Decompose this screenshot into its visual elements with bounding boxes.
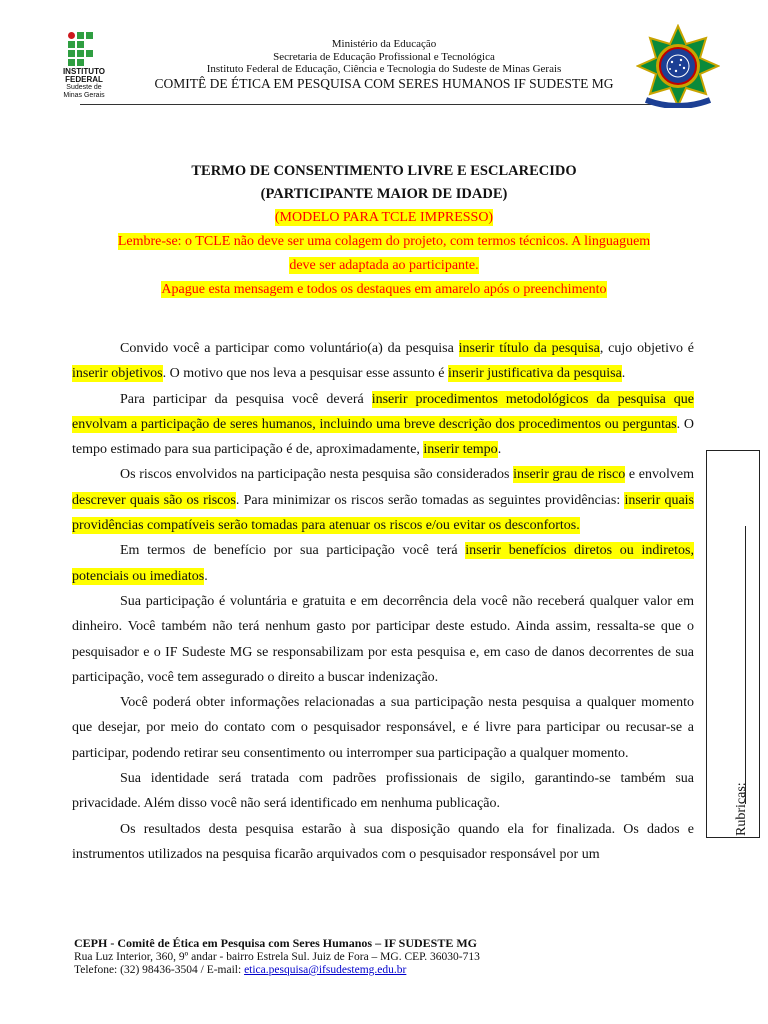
footer-committee: CEPH - Comitê de Ética em Pesquisa com Seres Humanos – IF SUDESTE MG	[74, 936, 477, 950]
paragraph-voluntary: Sua participação é voluntária e gratuita e em decorrência dela você não receberá qualquer valor em dinheiro. Você também não terá nenhum gasto por participar deste estudo. Ainda assim, ressalta-se que o pesquisador e o IF Sudeste MG se responsabilizam por esta pesquisa e, em caso de danos decorrentes de sua participação, você tem assegurado o direito a buscar indenização.	[72, 593, 694, 685]
placeholder-benefits: inserir benefícios diretos ou indiretos, potenciais ou imediatos	[72, 543, 694, 584]
logo-line-4: Minas Gerais	[63, 92, 105, 99]
logo-text	[52, 68, 116, 100]
logo-grid-icon	[68, 32, 94, 68]
text: , cujo objetivo é	[599, 341, 694, 356]
text: Em termos de benefício por sua participação você terá	[120, 543, 466, 559]
paragraph-risks	[72, 462, 694, 538]
header-divider	[80, 104, 694, 105]
paragraph-results: Os resultados desta pesquisa estarão à sua disposição quando ela for finalizada. Os dados e instrumentos utilizados na pesquisa ficarão arquivados com o pesquisador responsável por um	[72, 821, 694, 862]
logo-line-3: Sudeste de	[66, 84, 102, 91]
paragraph-benefits	[72, 538, 694, 589]
logo-line-2: FEDERAL	[65, 75, 103, 84]
placeholder-risk-level: inserir grau de risco	[513, 467, 626, 483]
email-link[interactable]: etica.pesquisa@ifsudestemg.edu.br	[244, 964, 407, 976]
rubricas-label: Rubricas:	[734, 782, 749, 836]
rubricas-box[interactable]	[706, 450, 760, 838]
letterhead	[120, 38, 648, 91]
document-subtitle: (PARTICIPANTE MAIOR DE IDADE)	[260, 186, 508, 202]
ministry-line: Ministério da Educação	[331, 38, 437, 50]
placeholder-research-title: inserir título da pesquisa	[458, 341, 600, 356]
delete-instruction: Apague esta mensagem e todos os destaques em amarelo após o preenchimento	[161, 282, 607, 297]
paragraph-invitation	[72, 336, 694, 387]
placeholder-time: inserir tempo	[423, 442, 498, 458]
placeholder-measures: inserir quais providências compatíveis serão tomadas para atenuar os riscos e/ou evitar os desconfortos.	[72, 492, 695, 534]
text: .	[621, 366, 626, 382]
placeholder-procedures: inserir procedimentos metodológicos da pesquisa que envolvam a participação de seres humanos, incluindo uma breve descrição dos procedimentos ou perguntas	[72, 391, 695, 432]
document-titles	[72, 160, 696, 302]
secretariat-line: Secretaria de Educação Profissional e Tecnológica	[273, 50, 495, 63]
rubricas-signature-line[interactable]	[745, 526, 746, 804]
committee-line: COMITÊ DE ÉTICA EM PESQUISA COM SERES HUMANOS IF SUDESTE MG	[154, 75, 614, 91]
reminder-line-2: deve ser adaptada ao participante.	[289, 258, 479, 273]
text: Para participar da pesquisa você deverá	[120, 391, 372, 407]
model-note: (MODELO PARA TCLE IMPRESSO)	[274, 210, 494, 225]
text: . O tempo estimado para sua participação é de, aproximadamente,	[72, 416, 694, 458]
placeholder-justification: inserir justificativa da pesquisa	[448, 366, 622, 382]
brazil-coat-of-arms-icon	[636, 24, 720, 108]
paragraph-confidentiality: Sua identidade será tratada com padrões profissionais de sigilo, garantindo-se também sua privacidade. Além disso você não será identificado em nenhuma publicação.	[72, 771, 694, 812]
footer	[74, 937, 714, 978]
footer-phone: Telefone: (32) 98436-3504 / E-mail:	[74, 964, 245, 976]
consent-body	[72, 336, 694, 867]
footer-contact	[74, 964, 714, 978]
instituto-federal-logo	[52, 32, 116, 100]
reminder-line-1: Lembre-se: o TCLE não deve ser uma colagem do projeto, com termos técnicos. A linguaguem	[117, 234, 651, 249]
footer-address: Rua Luz Interior, 360, 9º andar - bairro Estrela Sul. Juiz de Fora – MG. CEP. 36030-713	[74, 950, 480, 963]
institute-line: Instituto Federal de Educação, Ciência e Tecnologia do Sudeste de Minas Gerais	[206, 63, 562, 75]
text: e envolvem	[625, 467, 694, 483]
text: . Para minimizar os riscos serão tomadas as seguintes providências:	[235, 492, 625, 508]
text: Os riscos envolvidos na participação nesta pesquisa são considerados	[120, 467, 514, 483]
document-title: TERMO DE CONSENTIMENTO LIVRE E ESCLARECIDO	[191, 163, 577, 179]
logo-line-1: INSTITUTO	[62, 67, 106, 76]
text: . O motivo que nos leva a pesquisar esse assunto é	[162, 366, 448, 382]
text: .	[204, 568, 208, 584]
placeholder-objectives: inserir objetivos	[72, 366, 163, 382]
text: Convido você a participar como voluntário(a) da pesquisa	[120, 341, 459, 356]
placeholder-risks: descrever quais são os riscos	[72, 492, 236, 508]
paragraph-information: Você poderá obter informações relacionadas a sua participação nesta pesquisa a qualquer momento que desejar, por meio do contato com o pesquisador responsável, e é livre para participar ou recusar-se a participar, podendo retirar seu consentimento ou interromper sua participação a qualquer momento.	[72, 695, 694, 761]
text: .	[497, 442, 502, 458]
paragraph-procedures	[72, 387, 694, 463]
